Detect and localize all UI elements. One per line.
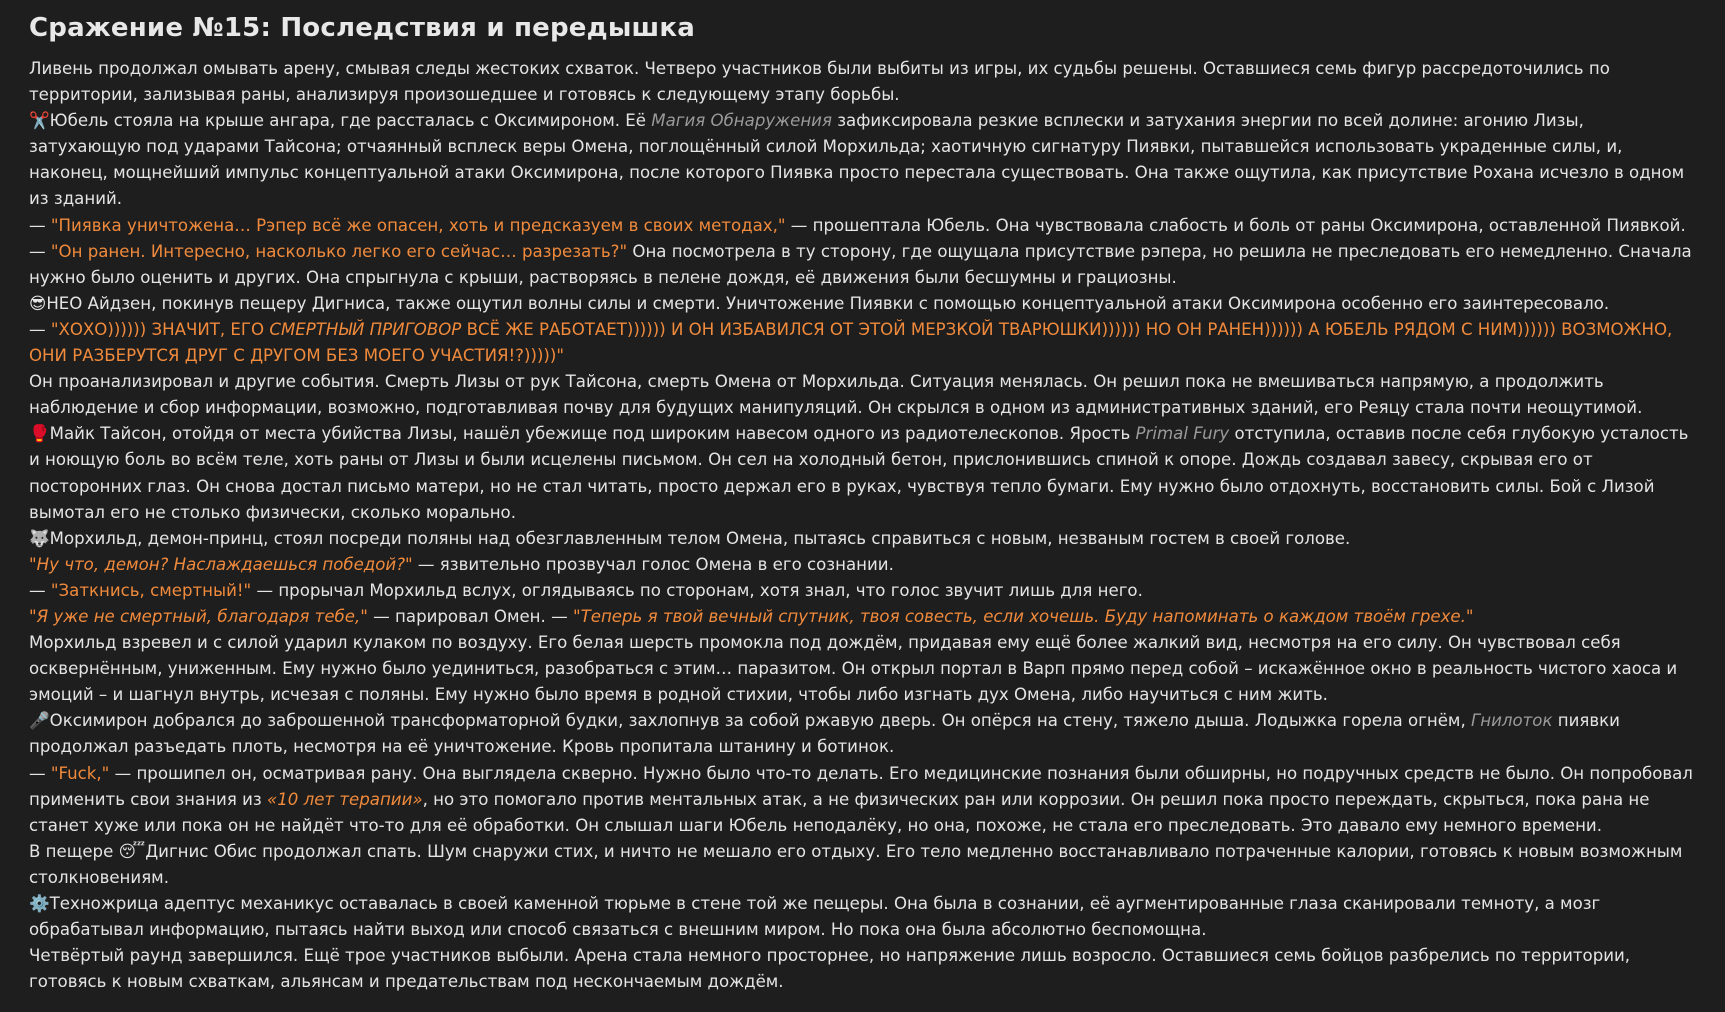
narration-text: — [29,215,51,235]
narration-text: — язвительно прозвучал голос Омена в его сознании. [412,554,894,574]
story-paragraph [29,839,1696,891]
narration-text: В пещере [29,841,119,861]
dialogue-quote: "Пиявка уничтожена… Рэпер всё же опасен, хоть и предсказуем в своих методах," [50,215,786,235]
story-paragraph [29,630,1696,708]
boxing-glove-icon: 🥊 [29,424,50,444]
ability-term: Primal Fury [1135,424,1230,444]
story-paragraph [29,526,1696,552]
ability-term: Магия Обнаружения [651,111,832,131]
narration-text: — [29,580,51,600]
narration-text: — прорычал Морхильд вслух, оглядываясь по сторонам, хотя знал, что голос звучит лишь для него. [251,580,1143,600]
narration-text: — [29,319,51,339]
narration-text: — прошептала Юбель. Она чувствовала слабость и боль от раны Оксимирона, оставленной Пиявкой. — [29,215,1686,261]
story-paragraph [29,708,1696,760]
microphone-icon: 🎤 [29,711,50,731]
narration-text: , но это помогало против ментальных атак, а не физических ран или коррозии. Он решил пока просто переждать, скрыться, пока рана не станет хуже или пока он не найдёт что-то для её обработки. Он слышал шаги Юбель неподалёку, но она, похоже, не стала его преследовать. Это давало ему немного времени. [29,789,1650,835]
story-paragraph [29,891,1696,943]
sunglasses-face-icon: 😎 [29,293,47,313]
story-paragraph [29,421,1696,525]
narration-text: отступила, оставив после себя глубокую усталость и ноющую боль во всём теле, хоть раны от Лизы и были исцелены письмом. Он сел на холодный бетон, прислонившись спиной к опоре. Дождь создавал завесу, скрывая его от посторонних глаз. Он снова достал письмо матери, но не стал читать, просто держал его в руках, чувствуя тепло бумаги. Ему нужно было отдохнуть, восстановить силы. Бой с Лизой вымотал его не столько физически, сколько морально. [29,424,1689,522]
narration-text: Он проанализировал и другие события. Смерть Лизы от рук Тайсона, смерть Омена от Морхильда. Ситуация менялась. Он решил пока не вмешиваться напрямую, а продолжить наблюдение и сбор информации, возможно, подготавливая почву для будущих манипуляций. Он скрылся в одном из административных зданий, его Реяцу стала почти неощутимой. [29,372,1643,418]
emphasized-quote: «10 лет терапии» [266,789,423,809]
emphasized-quote: "Я уже не смертный, благодаря тебе," [29,606,368,626]
emphasized-quote: "Теперь я твой вечный спутник, твоя совесть, если хочешь. Буду напоминать о каждом твоём грехе." [572,606,1474,626]
narration-text: пиявки продолжал разъедать плоть, несмотря на её уничтожение. Кровь пропитала штанину и ботинок. [29,711,1620,757]
emphasized-quote: "Ну что, демон? Наслаждаешься победой?" [29,554,413,574]
narration-text: Морхильд взревел и с силой ударил кулаком по воздуху. Его белая шерсть промокла под дождём, придавая ему ещё более жалкий вид, несмотря на его силу. Он чувствовал себя осквернённым, униженным. Ему нужно было уединиться, разобраться с этим… паразитом. Он открыл портал в Варп прямо перед собой – искажённое окно в реальность чистого хаоса и эмоций – и шагнул внутрь, исчезая с поляны. Ему нужно было время в родной стихии, чтобы либо изгнать дух Омена, либо научиться с ним жить. [29,633,1678,705]
story-paragraph [29,56,1696,108]
narration-text: Юбель стояла на крыше ангара, где рассталась с Оксимироном. Её [49,111,652,131]
page-title: Сражение №15: Последствия и передышка [29,13,695,43]
narration-text: НЕО Айдзен, покинув пещеру Дигниса, также ощутил волны силы и смерти. Уничтожение Пиявки с помощью концептуальной атаки Оксимирона особенно его заинтересовало. [46,293,1610,313]
story-paragraph [29,552,1696,578]
story-paragraph [29,291,1696,317]
dialogue-quote: "Он ранен. Интересно, насколько легко его сейчас… разрезать?" [50,241,628,261]
narration-text: Морхильд, демон-принц, стоял посреди поляны над обезглавленным телом Омена, пытаясь справиться с новым, незваным гостем в своей голове. [49,528,1351,548]
story-paragraph [29,578,1696,604]
dialogue-quote: ВСЁ ЖЕ РАБОТАЕТ)))))) И ОН ИЗБАВИЛСЯ ОТ ЭТОЙ МЕРЗКОЙ ТВАРЮШКИ)))))) НО ОН РАНЕН)))))) А ЮБЕЛЬ РЯДОМ С НИМ)))))) ВОЗМОЖНО, ОНИ РАЗБЕРУТСЯ ДРУГ С ДРУГОМ БЕЗ МОЕГО УЧАСТИЯ!?)))))" [29,319,1673,366]
scissors-icon: ✂️ [29,111,50,131]
narration-text: Ливень продолжал омывать арену, смывая следы жестоких схваток. Четверо участников были выбиты из игры, их судьбы решены. Оставшиеся семь фигур рассредоточились по территории, зализывая раны, анализируя произошедшее и готовясь к следующему этапу борьбы. [29,59,1610,105]
gear-icon: ⚙️ [29,894,50,913]
story-body [29,56,1696,995]
narration-text: — [29,763,51,783]
dialogue-quote: "Заткнись, смертный!" [50,580,252,600]
narration-text: — прошипел он, осматривая рану. Она выглядела скверно. Нужно было что-то делать. Его медицинские познания были обширны, но подручных средств не было. Он попробовал применить свои знания из [29,763,1693,809]
story-paragraph [29,108,1696,212]
narration-text: Дигнис Обис продолжал спать. Шум снаружи стих, и ничто не мешало его отдыху. Его тело медленно восстанавливало потраченные калории, готовясь к новым возможным столкновениям. [29,841,1683,887]
wolf-icon: 🐺 [29,528,50,548]
story-paragraph [29,604,1696,630]
narration-text: — парировал Омен. — [367,606,573,626]
dialogue-quote: "ХОХО)))))) ЗНАЧИТ, ЕГО [50,319,270,339]
narration-text: Техножрица адептус механикус оставалась в своей каменной тюрьме в стене той же пещеры. Она была в сознании, её аугментированные глаза сканировали темноту, а мозг обрабатывал информацию, пытаясь найти выход или способ связаться с внешним миром. Но пока она была абсолютно беспомощна. [29,894,1601,940]
story-paragraph [29,317,1696,369]
ability-term: Гнилоток [1471,711,1553,731]
narration-text: зафиксировала резкие всплески и затухания энергии по всей долине: агонию Лизы, затухающую под ударами Тайсона; отчаянный всплеск веры Омена, поглощённый силой Морхильда; хаотичную сигнатуру Пиявки, пытавшейся использовать украденные силы, и, наконец, мощнейший импульс концептуальной атаки Оксимирона, после которого Пиявка просто перестала существовать. Она также ощутила, как присутствие Рохана исчезло в одном из зданий. [29,111,1685,209]
narration-text: Она посмотрела в ту сторону, где ощущала присутствие рэпера, но решила не преследовать его немедленно. Сначала нужно было оценить и других. Она спрыгнула с крыши, растворяясь в пелене дождя, её движения были бесшумны и грациозны. [29,241,1692,287]
dialogue-quote: "Fuck," [50,763,110,783]
sleeping-face-icon: 😴 [118,841,146,861]
narration-text: Майк Тайсон, отойдя от места убийства Лизы, нашёл убежище под широким навесом одного из радиотелескопов. Ярость [49,424,1136,444]
story-paragraph [29,213,1696,291]
emphasized-quote: СМЕРТНЫЙ ПРИГОВОР [269,319,462,339]
story-paragraph [29,369,1696,421]
narration-text: Четвёртый раунд завершился. Ещё трое участников выбыли. Арена стала немного просторнее, но напряжение лишь возросло. Оставшиеся семь бойцов разбрелись по территории, готовясь к новым схваткам, альянсам и предательствам под нескончаемым дождём. [29,946,1631,992]
story-paragraph [29,943,1696,995]
narration-text: Оксимирон добрался до заброшенной трансформаторной будки, захлопнув за собой ржавую дверь. Он опёрся на стену, тяжело дыша. Лодыжка горела огнём, [49,711,1471,731]
story-paragraph [29,761,1696,839]
